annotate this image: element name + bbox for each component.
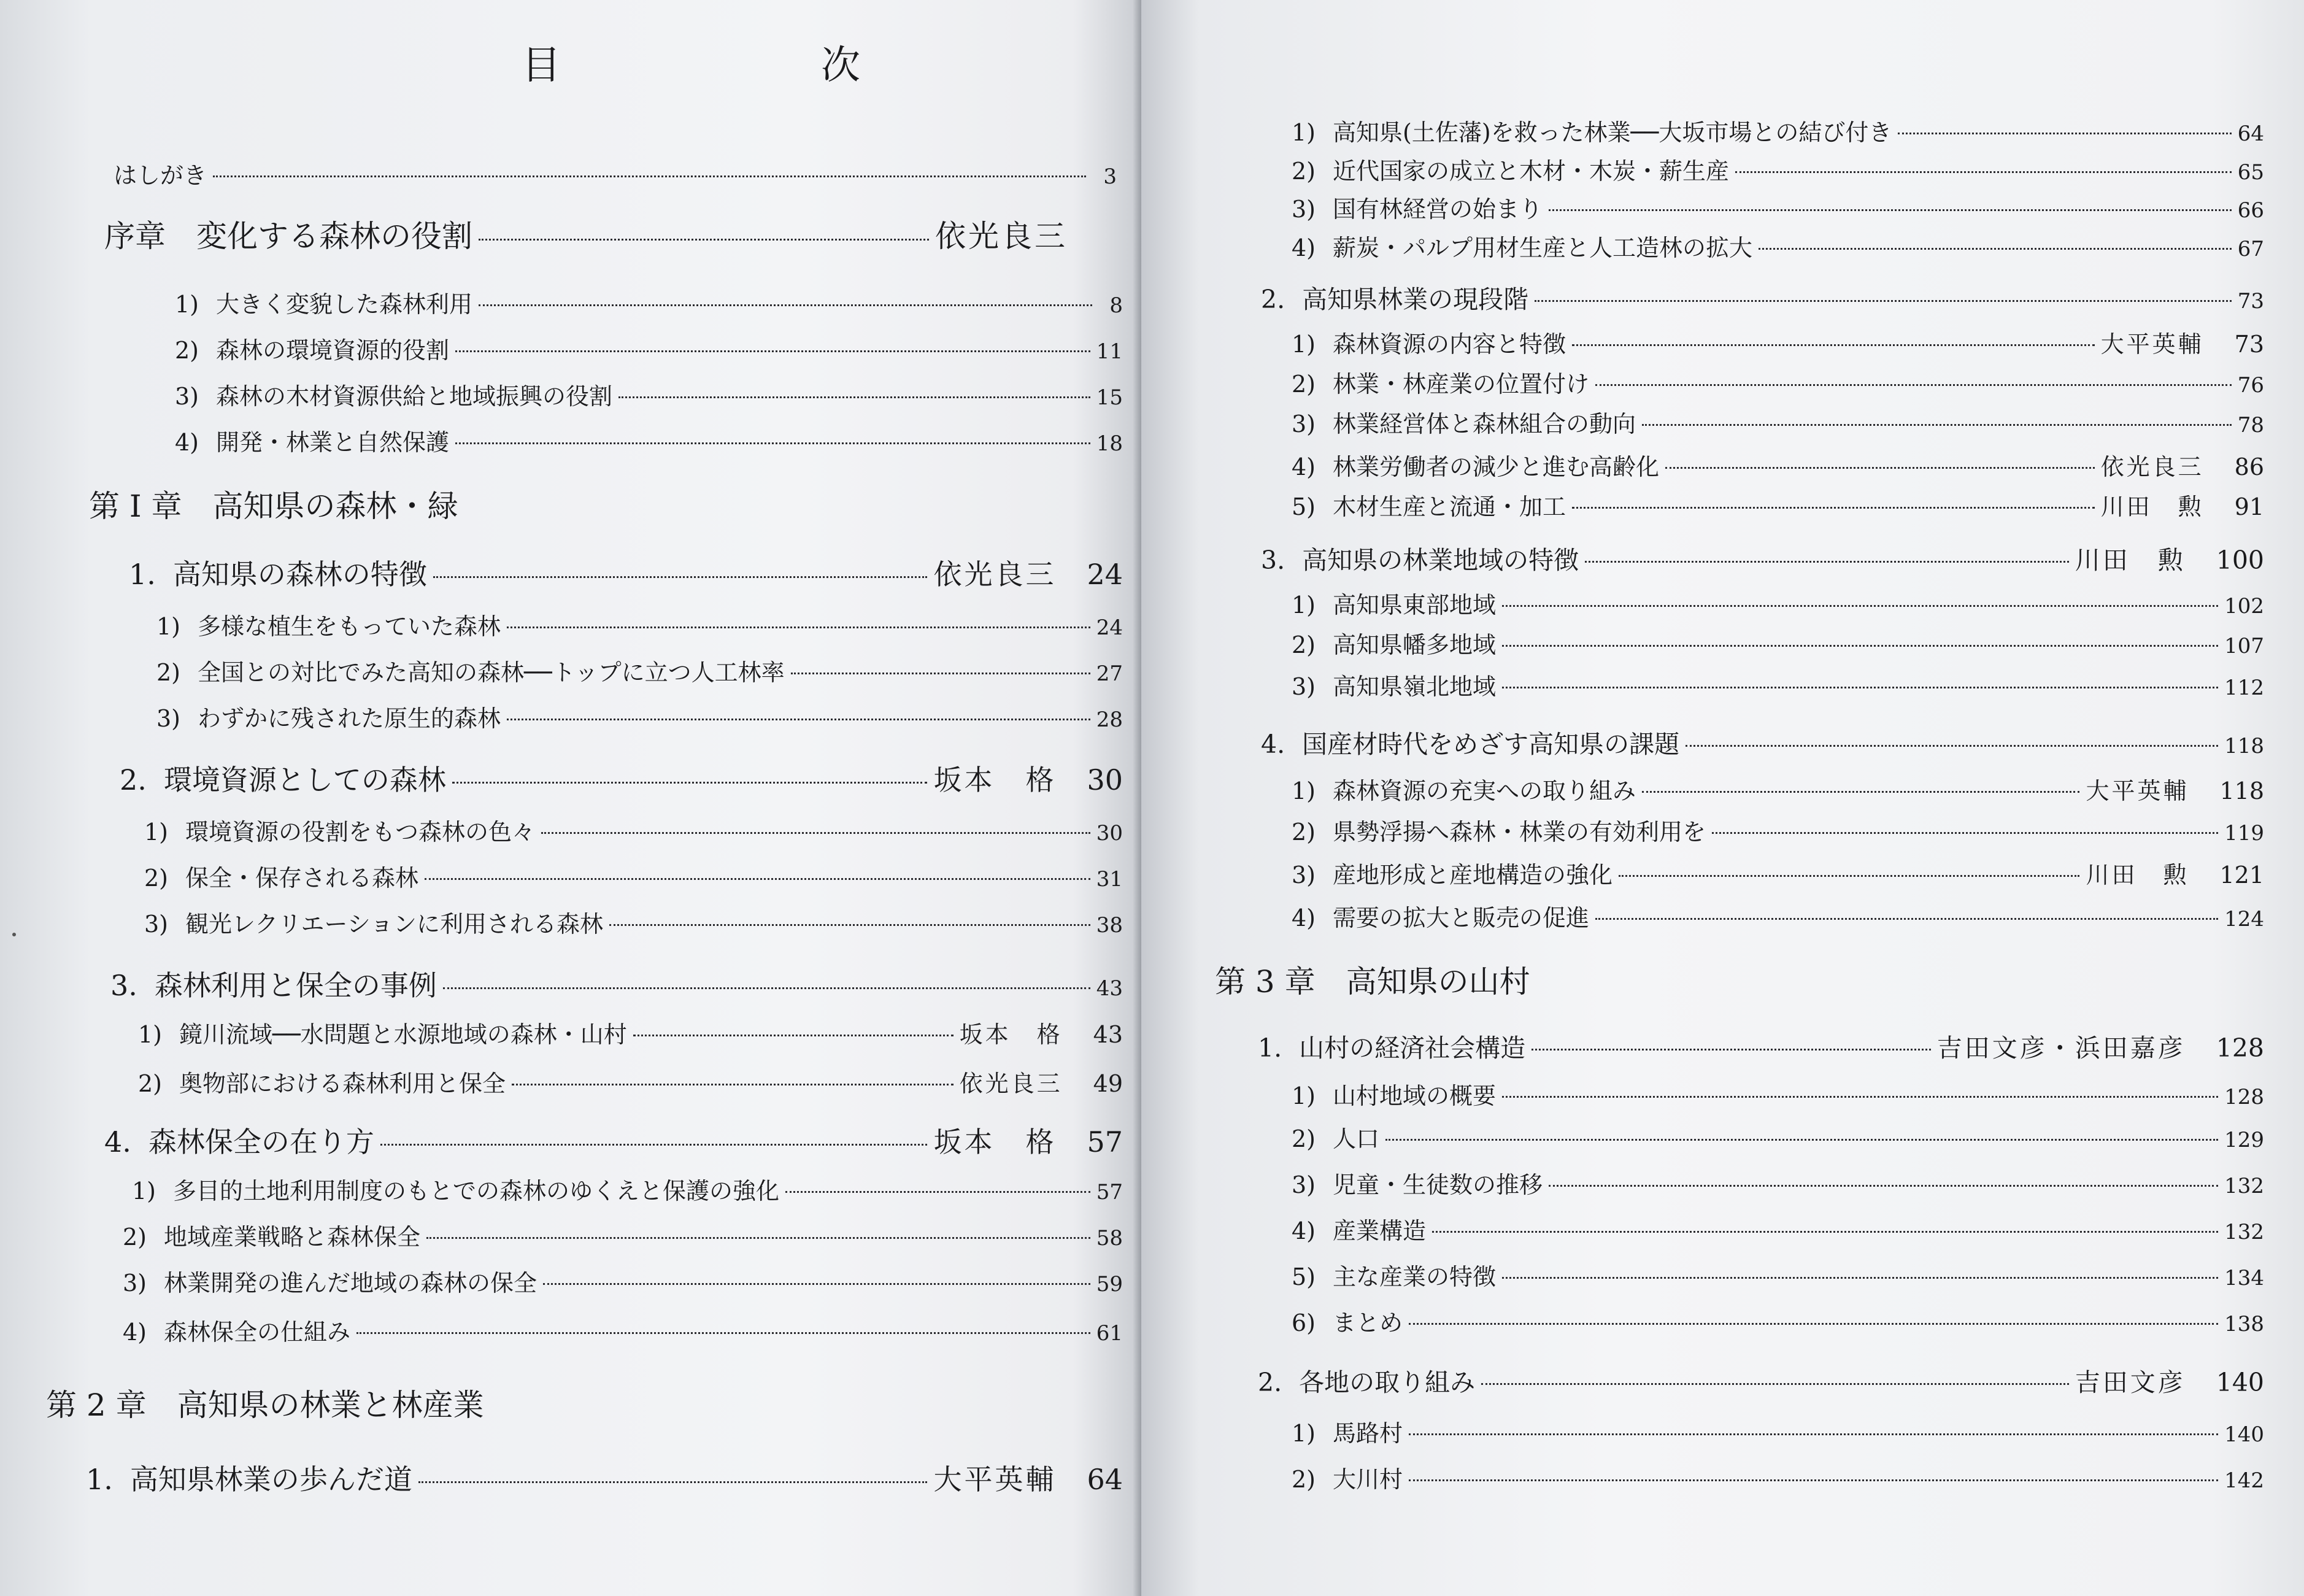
item-entry <box>1292 488 2264 522</box>
author-name: 川田 勲 <box>2100 493 2204 520</box>
item-title: 県勢浮揚へ森林・林業の有効利用を <box>1333 819 1706 846</box>
page-mark <box>12 933 16 936</box>
item-entry <box>138 1016 1123 1049</box>
entry-number: 1) <box>144 819 169 846</box>
leader-dots <box>1686 745 2218 747</box>
author-name: 依光良三 <box>935 218 1068 254</box>
author-name: 依光良三 <box>2100 453 2204 480</box>
page-number: 128 <box>2224 1085 2264 1109</box>
page-number: 128 <box>2216 1033 2264 1063</box>
author-name: 依光良三 <box>959 1070 1063 1097</box>
leader-dots <box>512 1084 954 1085</box>
page-number: 11 <box>1096 339 1123 364</box>
leader-dots <box>418 1481 928 1483</box>
leader-dots <box>543 1283 1090 1285</box>
section-title: 森林保全の在り方 <box>148 1125 374 1158</box>
leader-dots <box>455 442 1090 444</box>
page-number: 134 <box>2224 1266 2264 1290</box>
leader-dots <box>380 1144 928 1146</box>
leader-dots <box>425 878 1090 880</box>
entry-number: 1) <box>138 1021 163 1048</box>
author-name: 坂本 格 <box>959 1021 1063 1048</box>
item-title: 鏡川流域──水問題と水源地域の森林・山村 <box>179 1021 627 1048</box>
item-title: 開発・林業と自然保護 <box>216 429 450 456</box>
item-entry <box>1292 1166 2264 1200</box>
section-title: 高知県の森林の特徴 <box>172 558 427 591</box>
item-entry <box>1292 586 2264 620</box>
item-entry <box>123 1264 1123 1298</box>
entry-number: 2) <box>1292 1125 1316 1152</box>
entry-number: 3. <box>110 969 137 1002</box>
item-entry <box>1292 448 2264 482</box>
item-title: 高知県東部地域 <box>1333 592 1497 619</box>
leader-dots <box>1572 507 2095 509</box>
page-number: 119 <box>2224 821 2264 846</box>
item-entry <box>1292 772 2264 806</box>
entry-number: 3) <box>1292 673 1316 700</box>
item-title: 森林資源の充実への取り組み <box>1333 777 1636 804</box>
item-title: 大きく変貌した森林利用 <box>216 291 473 318</box>
page-number: 100 <box>2216 545 2264 575</box>
item-entry <box>1292 405 2264 439</box>
page-number: 28 <box>1096 707 1123 732</box>
chapter-entry <box>46 1381 1123 1425</box>
entry-number: 2) <box>1292 371 1316 398</box>
page-number: 73 <box>2237 289 2264 314</box>
item-entry <box>123 1218 1123 1252</box>
page-number: 65 <box>2237 160 2264 185</box>
entry-number: 2. <box>1261 285 1285 314</box>
page-number: 132 <box>2224 1174 2264 1198</box>
item-title: 多様な植生をもっていた森林 <box>198 613 501 640</box>
item-title: 森林資源の内容と特徴 <box>1333 331 1566 358</box>
item-entry <box>156 653 1123 687</box>
entry-number: 2) <box>1292 819 1316 846</box>
page-number: 64 <box>1087 1463 1123 1496</box>
item-entry <box>1292 856 2264 890</box>
item-title: 林業労働者の減少と進む高齢化 <box>1333 453 1660 480</box>
leader-dots <box>1665 467 2095 469</box>
page-number: 140 <box>2224 1422 2264 1447</box>
entry-number: 3) <box>1292 196 1316 223</box>
chapter-title: 第 I 章 高知県の森林・緑 <box>89 488 458 524</box>
item-entry <box>175 423 1123 457</box>
item-title: 森林保全の仕組み <box>164 1319 351 1346</box>
page-number: 140 <box>2216 1368 2264 1397</box>
item-entry <box>1292 325 2264 359</box>
section-entry <box>1261 540 2264 576</box>
entry-number: 2) <box>156 659 181 686</box>
left-page <box>0 0 1141 1596</box>
page-number: 124 <box>2224 907 2264 931</box>
item-title: 観光レクリエーションに利用される森林 <box>185 911 603 938</box>
item-entry <box>156 607 1123 641</box>
item-title: 林業開発の進んだ地域の森林の保全 <box>164 1270 537 1297</box>
item-entry <box>144 813 1123 847</box>
leader-dots <box>452 782 928 784</box>
leader-dots <box>633 1035 954 1036</box>
chapter-title: 序章 変化する森林の役割 <box>104 218 472 254</box>
chapter-entry <box>89 482 1123 526</box>
section-entry <box>120 758 1123 798</box>
leader-dots <box>1712 832 2218 834</box>
leader-dots <box>479 304 1092 306</box>
item-title: 奥物部における森林利用と保全 <box>179 1070 506 1097</box>
page-number: 30 <box>1087 763 1123 796</box>
leader-dots <box>1642 791 2079 793</box>
entry-number: 2) <box>144 865 169 892</box>
item-title: 全国との対比でみた高知の森林──トップに立つ人工林率 <box>198 659 785 686</box>
leader-dots <box>1735 171 2232 173</box>
item-entry <box>1292 365 2264 399</box>
page-number: 129 <box>2224 1128 2264 1152</box>
item-title: 林業・林産業の位置付け <box>1333 371 1590 398</box>
item-entry <box>1292 152 2264 186</box>
leader-dots <box>443 987 1090 989</box>
leader-dots <box>1502 605 2218 607</box>
author-name: 吉田文彦 <box>2075 1368 2186 1397</box>
leader-dots <box>1502 645 2218 647</box>
section-title: 高知県林業の歩んだ道 <box>129 1463 412 1496</box>
entry-number: 1) <box>132 1178 156 1205</box>
leader-dots <box>1502 1096 2218 1098</box>
page-number: 27 <box>1096 661 1123 686</box>
leader-dots <box>1549 1185 2218 1187</box>
item-entry <box>1292 190 2264 224</box>
page-number: 43 <box>1093 1021 1123 1048</box>
entry-number: 4) <box>175 429 199 456</box>
page-number: 142 <box>2224 1468 2264 1493</box>
item-entry <box>1292 1120 2264 1154</box>
item-entry <box>123 1313 1123 1347</box>
page-number: 8 <box>1109 293 1123 318</box>
author-name: 川田 勲 <box>2086 862 2189 889</box>
section-entry <box>110 963 1123 1004</box>
page-number: 102 <box>2224 594 2264 619</box>
page-number: 118 <box>2219 777 2264 804</box>
entry-number: 3) <box>144 911 169 938</box>
section-title: 山村の経済社会構造 <box>1299 1033 1526 1063</box>
section-entry <box>1258 1362 2264 1398</box>
entry-number: 3) <box>1292 411 1316 438</box>
entry-number: 4) <box>1292 904 1316 931</box>
item-entry <box>144 859 1123 893</box>
chapter-entry <box>1215 957 2264 1001</box>
item-title: わずかに残された原生的森林 <box>198 705 501 732</box>
page-number: 57 <box>1096 1180 1123 1205</box>
leader-dots <box>1502 687 2218 688</box>
leader-dots <box>618 396 1090 398</box>
author-name: 坂本 格 <box>933 1125 1057 1158</box>
item-entry <box>144 905 1123 939</box>
leader-dots <box>507 626 1090 628</box>
leader-dots <box>1595 918 2218 920</box>
leader-dots <box>213 175 1086 177</box>
hajimegaki-label: はしがき <box>114 162 207 189</box>
page-number: 118 <box>2224 734 2264 758</box>
entry-number: 3) <box>156 705 181 732</box>
entry-number: 1) <box>1292 119 1316 146</box>
item-title: 大川村 <box>1333 1466 1403 1493</box>
item-entry <box>1292 1212 2264 1246</box>
leader-dots <box>1595 384 2232 386</box>
page-number: 78 <box>2237 413 2264 438</box>
leader-dots <box>791 673 1090 674</box>
page-number: 64 <box>2237 121 2264 146</box>
section-title: 高知県林業の現段階 <box>1302 285 1529 314</box>
entry-number: 3) <box>123 1270 147 1297</box>
entry-number: 1) <box>156 613 181 640</box>
entry-number: 2. <box>1258 1368 1282 1397</box>
leader-dots <box>1481 1383 2069 1385</box>
author-name: 大平英輔 <box>2086 777 2189 804</box>
section-entry <box>1258 1028 2264 1064</box>
page-number: 49 <box>1093 1070 1123 1097</box>
entry-number: 6) <box>1292 1309 1316 1336</box>
item-title: 近代国家の成立と木材・木炭・薪生産 <box>1333 158 1730 185</box>
item-entry <box>175 377 1123 411</box>
leader-dots <box>609 924 1090 926</box>
right-page <box>1141 0 2304 1596</box>
page-number: 18 <box>1096 431 1123 456</box>
leader-dots <box>1502 1277 2218 1279</box>
item-title: 国有林経営の始まり <box>1333 196 1543 223</box>
item-entry <box>1292 229 2264 263</box>
entry-number: 2) <box>123 1224 147 1251</box>
item-title: 馬路村 <box>1333 1420 1403 1447</box>
page-number: 132 <box>2224 1220 2264 1244</box>
item-title: 人口 <box>1333 1125 1380 1152</box>
page-number: 57 <box>1087 1125 1123 1158</box>
leader-dots <box>356 1332 1090 1334</box>
section-entry <box>1261 724 2264 760</box>
entry-number: 4. <box>1261 730 1285 759</box>
item-title: 児童・生徒数の推移 <box>1333 1171 1543 1198</box>
item-entry <box>1292 626 2264 660</box>
entry-number: 5) <box>1292 1263 1316 1290</box>
leader-dots <box>426 1237 1090 1239</box>
chapter-title: 第 3 章 高知県の山村 <box>1215 964 1530 1000</box>
leader-dots <box>1642 424 2232 426</box>
item-title: 高知県幡多地域 <box>1333 631 1497 658</box>
entry-number: 4) <box>1292 234 1316 261</box>
item-title: まとめ <box>1333 1309 1403 1336</box>
chapter-title: 第 2 章 高知県の林業と林産業 <box>46 1387 484 1423</box>
page-number: 112 <box>2224 676 2264 700</box>
page-number: 24 <box>1096 615 1123 640</box>
item-title: 地域産業戦略と森林保全 <box>164 1224 421 1251</box>
entry-number: 1) <box>1292 1420 1316 1447</box>
item-title: 高知県(土佐藩)を救った林業──大坂市場との結び付き <box>1333 119 1892 146</box>
page-number: 3 <box>1103 164 1117 189</box>
page-number: 30 <box>1096 821 1123 846</box>
item-entry <box>1292 1258 2264 1292</box>
section-entry <box>86 1457 1123 1498</box>
page-number: 76 <box>2237 373 2264 398</box>
entry-number: 1) <box>1292 592 1316 619</box>
section-entry <box>104 1120 1123 1160</box>
entry-number: 4. <box>104 1125 131 1158</box>
page-number: 73 <box>2234 331 2264 358</box>
item-title: 木材生産と流通・加工 <box>1333 493 1566 520</box>
item-title: 保全・保存される森林 <box>185 865 419 892</box>
leader-dots <box>1385 1139 2218 1141</box>
entry-number: 2) <box>175 337 199 364</box>
page-number: 15 <box>1096 385 1123 410</box>
leader-dots <box>507 719 1090 720</box>
page-number: 58 <box>1096 1226 1123 1251</box>
leader-dots <box>433 576 928 578</box>
chapter-entry <box>104 212 1123 256</box>
page-number: 121 <box>2219 862 2264 889</box>
entry-number: 1) <box>175 291 199 318</box>
leader-dots <box>1619 875 2079 877</box>
item-title: 産地形成と産地構造の強化 <box>1333 862 1613 889</box>
leader-dots <box>1585 561 2069 563</box>
item-entry <box>132 1172 1123 1206</box>
section-title: 高知県の林業地域の特徴 <box>1302 545 1579 575</box>
page-number: 59 <box>1096 1272 1123 1297</box>
item-entry <box>1292 1077 2264 1111</box>
item-title: 環境資源の役割をもつ森林の色々 <box>185 819 536 846</box>
author-name: 吉田文彦・浜田嘉彦 <box>1936 1033 2186 1063</box>
page-number: 43 <box>1096 976 1123 1001</box>
item-entry <box>1292 1304 2264 1338</box>
entry-number: 3) <box>175 383 199 410</box>
item-entry <box>138 1065 1123 1098</box>
item-title: 主な産業の特徴 <box>1333 1263 1497 1290</box>
leader-dots <box>1898 133 2231 134</box>
entry-number: 2. <box>120 763 147 796</box>
toc-title: 目 次 <box>522 43 971 88</box>
hajimegaki-entry <box>114 156 1117 190</box>
section-entry <box>129 552 1123 593</box>
page-number: 61 <box>1096 1321 1123 1346</box>
leader-dots <box>785 1191 1090 1193</box>
section-title: 森林利用と保全の事例 <box>154 969 437 1002</box>
author-name: 川田 勲 <box>2075 545 2186 575</box>
entry-number: 1) <box>1292 777 1316 804</box>
entry-number: 2) <box>1292 158 1316 185</box>
leader-dots <box>1409 1323 2218 1325</box>
leader-dots <box>1409 1433 2218 1435</box>
item-title: 高知県嶺北地域 <box>1333 673 1497 700</box>
entry-number: 4) <box>1292 453 1316 480</box>
leader-dots <box>541 832 1090 834</box>
item-entry <box>156 700 1123 733</box>
item-entry <box>175 285 1123 319</box>
item-title: 薪炭・パルプ用材生産と人工造林の拡大 <box>1333 234 1753 261</box>
item-title: 多目的土地利用制度のもとでの森林のゆくえと保護の強化 <box>173 1178 780 1205</box>
leader-dots <box>1535 300 2232 302</box>
entry-number: 1) <box>1292 1082 1316 1109</box>
page-number: 38 <box>1096 913 1123 938</box>
item-entry <box>1292 1460 2264 1494</box>
item-entry <box>1292 668 2264 701</box>
entry-number: 1) <box>1292 331 1316 358</box>
page-number: 31 <box>1096 867 1123 892</box>
page-number: 66 <box>2237 198 2264 223</box>
item-title: 森林の環境資源的役割 <box>216 337 450 364</box>
item-title: 需要の拡大と販売の促進 <box>1333 904 1590 931</box>
entry-number: 3. <box>1261 545 1285 575</box>
leader-dots <box>1432 1231 2218 1233</box>
item-title: 森林の木材資源供給と地域振興の役割 <box>216 383 613 410</box>
section-title: 各地の取り組み <box>1299 1368 1476 1397</box>
item-entry <box>1292 899 2264 933</box>
entry-number: 4) <box>123 1319 147 1346</box>
section-title: 環境資源としての森林 <box>163 763 446 796</box>
leader-dots <box>1549 209 2232 211</box>
entry-number: 3) <box>1292 1171 1316 1198</box>
item-title: 山村地域の概要 <box>1333 1082 1497 1109</box>
item-entry <box>1292 1414 2264 1448</box>
page-number: 24 <box>1087 558 1123 591</box>
leader-dots <box>1409 1479 2218 1481</box>
page-number: 107 <box>2224 634 2264 658</box>
entry-number: 2) <box>1292 1466 1316 1493</box>
entry-number: 2) <box>138 1070 163 1097</box>
item-title: 産業構造 <box>1333 1217 1427 1244</box>
item-entry <box>175 331 1123 365</box>
page-number: 67 <box>2237 237 2264 261</box>
item-entry <box>1292 114 2264 147</box>
leader-dots <box>455 350 1090 352</box>
author-name: 大平英輔 <box>2100 331 2204 358</box>
leader-dots <box>479 239 929 241</box>
leader-dots <box>1759 248 2232 250</box>
entry-number: 1. <box>129 558 156 591</box>
leader-dots <box>1532 1049 1931 1051</box>
entry-number: 2) <box>1292 631 1316 658</box>
entry-number: 1. <box>1258 1033 1282 1063</box>
author-name: 依光良三 <box>933 558 1057 591</box>
entry-number: 1. <box>86 1463 113 1496</box>
section-title: 国産材時代をめざす高知県の課題 <box>1302 730 1680 759</box>
author-name: 坂本 格 <box>933 763 1057 796</box>
entry-number: 5) <box>1292 493 1316 520</box>
section-entry <box>1261 279 2264 315</box>
page-number: 86 <box>2234 453 2264 480</box>
leader-dots <box>1572 344 2095 346</box>
page-number: 91 <box>2234 493 2264 520</box>
author-name: 大平英輔 <box>933 1463 1057 1496</box>
item-title: 林業経営体と森林組合の動向 <box>1333 411 1636 438</box>
entry-number: 4) <box>1292 1217 1316 1244</box>
item-entry <box>1292 813 2264 847</box>
page-number: 138 <box>2224 1312 2264 1336</box>
entry-number: 3) <box>1292 862 1316 889</box>
